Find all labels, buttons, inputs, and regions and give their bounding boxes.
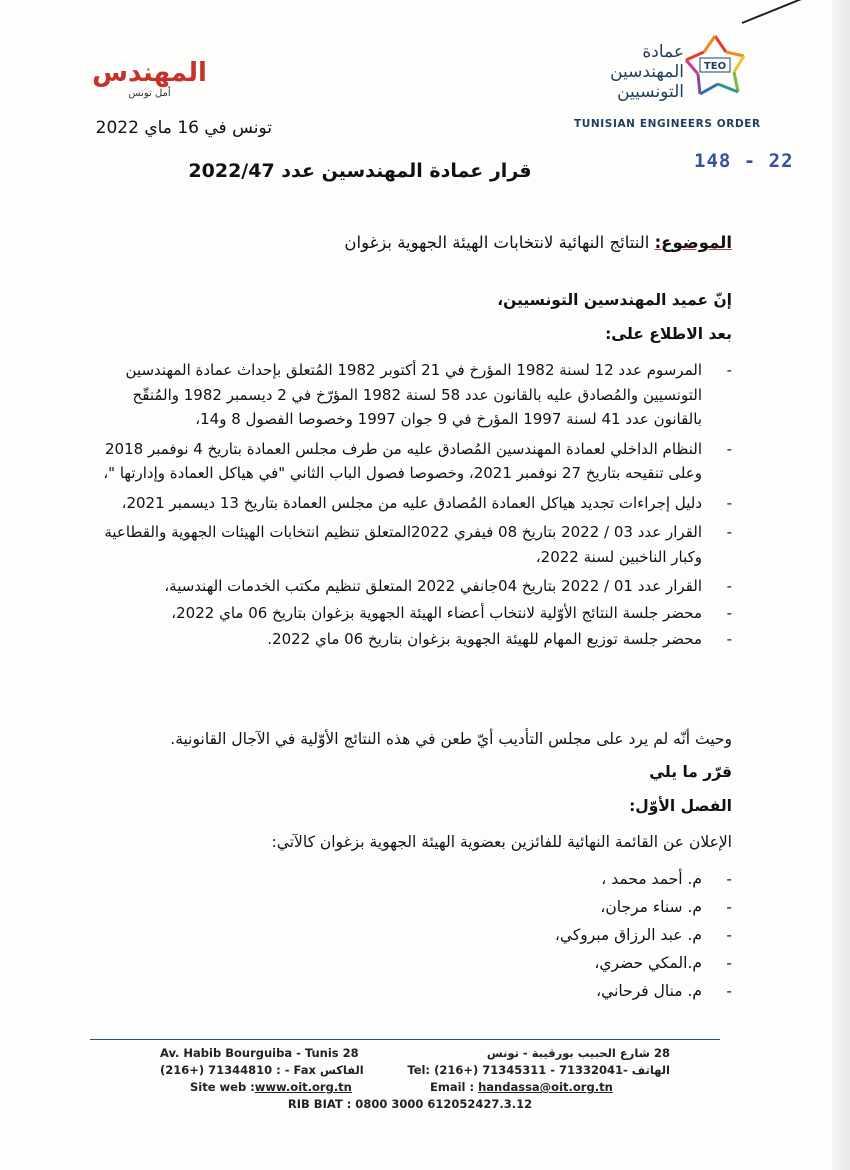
subject-label: الموضوع:	[654, 233, 732, 252]
footer-rib: RIB BIAT : 0800 3000 612052427.3.12	[287, 1097, 533, 1111]
logo-tagline: أمل تونس	[128, 88, 171, 99]
footer-email	[430, 1080, 613, 1094]
list-item-text: القرار عدد 03 / 2022 بتاريخ 08 فيفري 2022المتعلق تنظيم انتخابات الهيئات الجهوية والقطاعية وكبار الناخبين لسنة 2022،	[104, 523, 702, 566]
list-item-text: المرسوم عدد 12 لسنة 1982 المؤرخ في 21 أكتوبر 1982 المُتعلق بإحداث عمادة المهندسين التونسيين والمُصادق عليه بالقانون عدد 58 لسنة 1982 المؤرّخ في 2 ديسمبر 1982 والمُنقّح بالقانون عدد 41 لسنة 1997 المؤرخ في 9 جوان 1997 وخصوصا الفصول 8 و14،	[125, 361, 702, 428]
winner-name: م. عبد الرزاق مبروكي،	[554, 926, 702, 944]
footer-phone-label: الهاتف -Tel:	[407, 1063, 670, 1077]
teo-emblem-icon	[682, 32, 748, 98]
footer	[130, 1046, 690, 1114]
teo-arabic-line: المهندسين	[610, 62, 684, 82]
winner-item: - م. سناء مرجان،	[600, 898, 732, 916]
decision-title: قرار عمادة المهندسين عدد 2022/47	[188, 160, 532, 182]
list-item: - القرار عدد 03 / 2022 بتاريخ 08 فيفري 2022المتعلق تنظيم انتخابات الهيئات الجهوية والقطاعية وكبار الناخبين لسنة 2022،	[104, 523, 732, 566]
subject-text: النتائج النهائية لانتخابات الهيئة الجهوية بزغوان	[344, 233, 655, 252]
winner-item: - م. أحمد محمد ،	[601, 870, 732, 888]
teo-emblem-text: TEO	[703, 61, 727, 72]
winner-item: - م. منال فرحاني،	[596, 982, 732, 1000]
winner-item: - م.المكي حضري،	[594, 954, 732, 972]
footer-divider	[90, 1039, 720, 1040]
footer-website-label: Site web :	[190, 1080, 255, 1094]
subject-line	[112, 233, 732, 252]
winner-item: - م. عبد الرزاق مبروكي،	[554, 926, 732, 944]
logo-wordmark: المهندس	[92, 58, 207, 88]
list-item: - محضر جلسة توزيع المهام للهيئة الجهوية بزغوان بتاريخ 06 ماي 2022.	[267, 630, 732, 648]
almohandes-logo	[92, 58, 207, 99]
teo-arabic-line: التونسيين	[617, 82, 684, 102]
list-item-text: محضر جلسة توزيع المهام للهيئة الجهوية بزغوان بتاريخ 06 ماي 2022.	[267, 630, 702, 648]
list-item: - محضر جلسة النتائج الأوّلية لانتخاب أعضاء الهيئة الجهوية بزغوان بتاريخ 06 ماي 2022،	[171, 603, 732, 622]
list-item: - القرار عدد 01 / 2022 بتاريخ 04جانفي 2022 المتعلق تنظيم مكتب الخدمات الهندسية،	[164, 577, 732, 595]
list-item-text: محضر جلسة النتائج الأوّلية لانتخاب أعضاء الهيئة الجهوية بزغوان بتاريخ 06 ماي 2022،	[171, 603, 702, 622]
article-1-heading: الفصل الأوّل:	[629, 797, 732, 815]
teo-english-name: TUNISIAN ENGINEERS ORDER	[574, 118, 761, 130]
footer-phone	[407, 1063, 670, 1077]
winner-name: م. سناء مرجان،	[600, 898, 702, 916]
article-1-text: الإعلان عن القائمة النهائية للفائزين بعضوية الهيئة الجهوية بزغوان كالآتي:	[271, 833, 732, 851]
considering-label: بعد الاطلاع على:	[605, 325, 732, 343]
footer-fax-ar: الفاكس	[319, 1063, 364, 1077]
list-item: - المرسوم عدد 12 لسنة 1982 المؤرخ في 21 أكتوبر 1982 المُتعلق بإحداث عمادة المهندسين التونسيين والمُصادق عليه بالقانون عدد 58 لسنة 1982 المؤرّخ في 2 ديسمبر 1982 والمُنقّح بالقانون عدد 41 لسنة 1997 المؤرخ في 9 جوان 1997 وخصوصا الفصول 8 و14،	[125, 361, 732, 428]
winner-name: م. أحمد محمد ،	[601, 870, 702, 888]
date-line: تونس في 16 ماي 2022	[95, 118, 272, 138]
footer-website-link[interactable]: www.oit.org.tn	[254, 1080, 352, 1094]
winners-list	[432, 865, 732, 1005]
list-item-text: النظام الداخلي لعمادة المهندسين المُصادق عليه من طرف مجلس العمادة بتاريخ 4 نوفمبر 2018 وعلى تنقيحه بتاريخ 27 نوفمبر 2021، وخصوصا فصول الباب الثاني "في هياكل العمادة وإدارتها "،	[103, 439, 702, 482]
page-edge-shadow	[832, 0, 850, 1170]
teo-arabic-name	[564, 42, 684, 102]
list-item-text: القرار عدد 01 / 2022 بتاريخ 04جانفي 2022 المتعلق تنظيم مكتب الخدمات الهندسية،	[164, 577, 702, 595]
opening-line: إنّ عميد المهندسين التونسيين،	[497, 291, 732, 309]
winner-name: م.المكي حضري،	[594, 954, 702, 972]
footer-address-fr: Av. Habib Bourguiba - Tunis 28	[160, 1046, 359, 1060]
pen-mark	[742, 0, 808, 24]
decides-line: قرّر ما يلي	[649, 763, 732, 781]
footer-phone-numbers: (216+) 71345311 - 71332041	[434, 1063, 624, 1077]
footer-website	[190, 1080, 352, 1094]
footer-fax-fr: (216+) 71344810 : - Fax	[160, 1063, 316, 1077]
footer-email-link[interactable]: handassa@oit.org.tn	[478, 1080, 613, 1094]
footer-email-label: Email :	[430, 1080, 475, 1094]
footer-fax	[160, 1063, 364, 1077]
teo-arabic-line: عمادة	[642, 42, 684, 62]
reference-stamp: 148 - 22	[694, 150, 794, 172]
footer-address-ar: 28 شارع الحبيب بورقيبة - تونس	[486, 1046, 670, 1060]
teo-logo	[568, 30, 761, 130]
list-item: - دليل إجراءات تجديد هياكل العمادة المُصادق عليه من مجلس العمادة بتاريخ 13 ديسمبر 2021،	[121, 493, 732, 512]
winner-name: م. منال فرحاني،	[596, 982, 702, 1000]
considerations-list	[82, 358, 732, 657]
whereas-paragraph: وحيث أنّه لم يرد على مجلس التأديب أيّ طعن في هذه النتائج الأوّلية في الآجال القانونية.	[170, 730, 732, 748]
list-item-text: دليل إجراءات تجديد هياكل العمادة المُصادق عليه من مجلس العمادة بتاريخ 13 ديسمبر 2021،	[121, 493, 702, 512]
list-item: - النظام الداخلي لعمادة المهندسين المُصادق عليه من طرف مجلس العمادة بتاريخ 4 نوفمبر 2018 وعلى تنقيحه بتاريخ 27 نوفمبر 2021، وخصوصا فصول الباب الثاني "في هياكل العمادة وإدارتها "،	[103, 439, 732, 482]
